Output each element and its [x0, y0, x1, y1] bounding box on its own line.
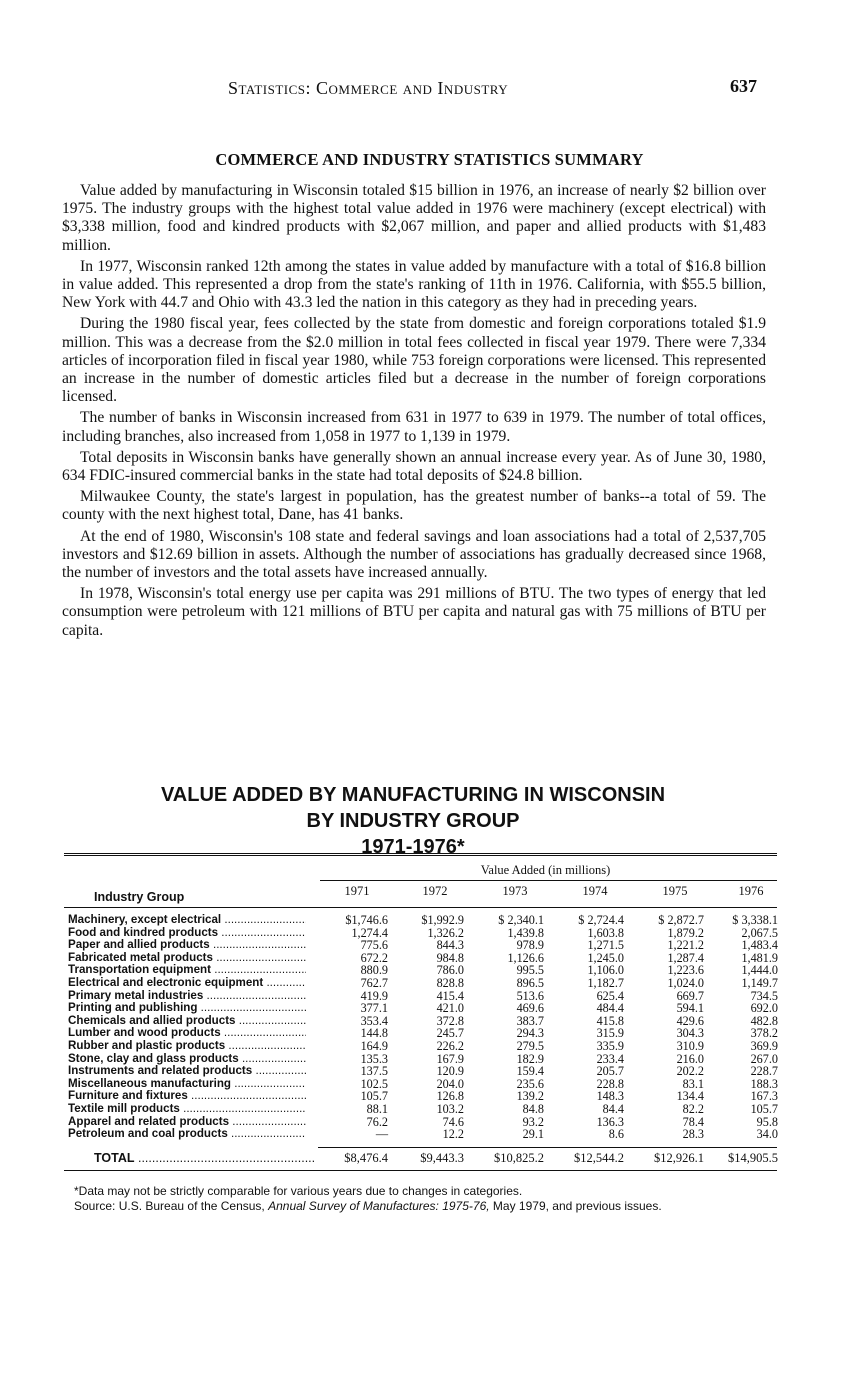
- table-row: [64, 1078, 777, 1091]
- table-cell: 228.8: [596, 1076, 624, 1091]
- summary-title: COMMERCE AND INDUSTRY STATISTICS SUMMARY: [215, 150, 644, 169]
- table-row: [64, 977, 777, 990]
- table-cell: 1,287.4: [667, 950, 704, 965]
- table-cell: 625.4: [596, 988, 624, 1003]
- table-cell: 880.9: [360, 963, 388, 978]
- year-header: 1973: [502, 884, 528, 898]
- table-cell: 415.8: [596, 1013, 624, 1028]
- table-cell: 844.3: [436, 938, 464, 953]
- table-row: [64, 1015, 777, 1028]
- row-label: Textile mill products .....: [68, 1103, 306, 1116]
- table-cell: 164.9: [360, 1038, 388, 1053]
- table-cell: 126.8: [436, 1089, 464, 1104]
- table-title-line: BY INDUSTRY GROUP: [306, 810, 520, 832]
- table-cell: 775.6: [360, 938, 388, 953]
- table-bottom-rule: [64, 1170, 777, 1171]
- table-cell: 421.0: [436, 1001, 464, 1016]
- table-cell: 378.2: [750, 1026, 778, 1041]
- table-cell: $ 2,872.7: [658, 913, 704, 927]
- table-cell: 1,106.0: [587, 963, 624, 978]
- total-row: [64, 1148, 777, 1170]
- table-row: [64, 914, 777, 927]
- table-cell: 188.3: [750, 1076, 778, 1091]
- header-rule: [320, 880, 777, 881]
- table-cell: 762.7: [360, 975, 388, 990]
- table-cell: 1,245.0: [587, 950, 624, 965]
- table-cell: 202.2: [676, 1064, 704, 1079]
- table-cell: 482.8: [750, 1013, 778, 1028]
- footnotes: [74, 1184, 774, 1214]
- table-cell: 95.8: [756, 1114, 778, 1129]
- table-cell: 235.6: [516, 1076, 544, 1091]
- table-cell: 93.2: [522, 1114, 544, 1129]
- table-cell: 8.6: [608, 1127, 624, 1142]
- table-cell: 383.7: [516, 1013, 544, 1028]
- table-cell: 1,126.6: [507, 950, 544, 965]
- paragraph: During the 1980 fiscal year, fees collected by the state from domestic and foreign corporations totaled $1.9 million. This was a decrease from the $2.0 million in total fees collected in fiscal year 1979. There were 7,334 articles of incorporation filed in fiscal year 1980, while 753 foreign corporations were licensed. This represented an increase in the number of domestic articles filed but a decrease in the number of foreign corporations licensed.: [62, 315, 766, 406]
- row-label: Furniture and fixtures .....: [68, 1090, 306, 1103]
- total-cell: $12,926.1: [654, 1150, 704, 1165]
- table-cell: 267.0: [750, 1051, 778, 1066]
- table-cell: $ 2,724.4: [578, 913, 624, 927]
- table-cell: 78.4: [682, 1114, 704, 1129]
- table-cell: —: [375, 1127, 388, 1142]
- table-cell: 304.3: [676, 1026, 704, 1041]
- table-body: [64, 908, 777, 1141]
- footnote-note: *Data may not be strictly comparable for various years due to changes in categories.: [74, 1184, 523, 1198]
- paragraph: In 1978, Wisconsin's total energy use per capita was 291 millions of BTU. The two types of energy that led consumption were petroleum with 121 millions of BTU per capita and natural gas with 75 millions of BTU per capita.: [62, 585, 766, 639]
- year-header: 1976: [738, 884, 764, 898]
- table-cell: 1,603.8: [587, 925, 624, 940]
- table-cell: 369.9: [750, 1038, 778, 1053]
- summary-body: [62, 182, 766, 643]
- table-cell: 167.9: [436, 1051, 464, 1066]
- table-header: [64, 856, 777, 906]
- total-cell: $12,544.2: [574, 1150, 624, 1165]
- table-cell: 734.5: [750, 988, 778, 1003]
- table-cell: 669.7: [676, 988, 704, 1003]
- table-row: [64, 1103, 777, 1116]
- table-row: [64, 1128, 777, 1141]
- total-label: TOTAL .....: [94, 1148, 314, 1168]
- table-cell: 1,444.0: [741, 963, 778, 978]
- table-cell: 28.3: [682, 1127, 704, 1142]
- value-added-table: [64, 853, 777, 1171]
- table-cell: 1,879.2: [667, 925, 704, 940]
- year-header: 1975: [662, 884, 688, 898]
- table-cell: 76.2: [366, 1114, 388, 1129]
- industry-group-header: Industry Group: [94, 890, 185, 904]
- table-cell: 995.5: [516, 963, 544, 978]
- table-cell: 2,067.5: [741, 925, 778, 940]
- table-cell: 377.1: [360, 1001, 388, 1016]
- source-title: Annual Survey of Manufactures: 1975-76,: [268, 1199, 490, 1213]
- paragraph: Value added by manufacturing in Wisconsin totaled $15 billion in 1976, an increase of nearly $2 billion over 1975. The industry groups with the highest total value added in 1976 were machinery (except electrical) with $3,338 million, food and kindred products with $2,067 million, and paper and allied products with $1,483 million.: [62, 182, 766, 254]
- table-cell: 182.9: [516, 1051, 544, 1066]
- table-cell: 335.9: [596, 1038, 624, 1053]
- table-cell: 310.9: [676, 1038, 704, 1053]
- table-title-line: VALUE ADDED BY MANUFACTURING IN WISCONSIN: [160, 784, 666, 806]
- row-label: Chemicals and allied products .....: [68, 1015, 306, 1028]
- table-cell: 134.4: [676, 1089, 704, 1104]
- year-header: 1971: [344, 884, 370, 898]
- table-cell: 233.4: [596, 1051, 624, 1066]
- table-cell: 88.1: [366, 1101, 388, 1116]
- table-cell: 139.2: [516, 1089, 544, 1104]
- page-number: 637: [730, 76, 757, 96]
- row-label: Electrical and electronic equipment .....: [68, 977, 306, 990]
- table-cell: 205.7: [596, 1064, 624, 1079]
- paragraph: At the end of 1980, Wisconsin's 108 state and federal savings and loan associations had a total of 2,537,705 investors and $12.69 billion in assets. Although the number of associations has gradually decreased since 1968, the number of investors and the total assets have increased annually.: [62, 527, 766, 582]
- table-cell: 513.6: [516, 988, 544, 1003]
- table-cell: 148.3: [596, 1089, 624, 1104]
- row-label: Miscellaneous manufacturing .....: [68, 1078, 306, 1091]
- table-cell: 294.3: [516, 1026, 544, 1041]
- table-cell: 984.8: [436, 950, 464, 965]
- paragraph: The number of banks in Wisconsin increased from 631 in 1977 to 639 in 1979. The number of total offices, including branches, also increased from 1,058 in 1977 to 1,139 in 1979.: [62, 409, 766, 445]
- table-title: [60, 782, 766, 860]
- table-cell: 12.2: [442, 1127, 464, 1142]
- table-cell: 1,024.0: [667, 975, 704, 990]
- table-cell: 159.4: [516, 1064, 544, 1079]
- table-cell: 1,182.7: [587, 975, 624, 990]
- table-cell: 144.8: [360, 1026, 388, 1041]
- running-head: Statistics: Commerce and Industry: [228, 78, 509, 98]
- table-cell: 136.3: [596, 1114, 624, 1129]
- table-row: [64, 1090, 777, 1103]
- table-cell: 1,221.2: [667, 938, 704, 953]
- row-label: Primary metal industries .....: [68, 990, 306, 1003]
- row-label: Printing and publishing .....: [68, 1002, 306, 1015]
- table-cell: 419.9: [360, 988, 388, 1003]
- table-cell: 978.9: [516, 938, 544, 953]
- table-cell: 429.6: [676, 1013, 704, 1028]
- table-cell: 692.0: [750, 1001, 778, 1016]
- total-cell: $8,476.4: [344, 1150, 388, 1165]
- table-cell: 83.1: [682, 1076, 704, 1091]
- table-cell: $ 2,340.1: [498, 913, 544, 927]
- table-cell: 245.7: [436, 1026, 464, 1041]
- source-suffix: May 1979, and previous issues.: [489, 1199, 662, 1213]
- table-cell: 594.1: [676, 1001, 704, 1016]
- table-cell: 167.3: [750, 1089, 778, 1104]
- table-cell: 353.4: [360, 1013, 388, 1028]
- row-label: Food and kindred products .....: [68, 927, 306, 940]
- value-added-label: Value Added (in millions): [480, 863, 611, 877]
- row-label: Transportation equipment .....: [68, 964, 306, 977]
- table-cell: 1,481.9: [741, 950, 778, 965]
- table-cell: 105.7: [360, 1089, 388, 1104]
- table-cell: 1,271.5: [587, 938, 624, 953]
- table-cell: 105.7: [750, 1101, 778, 1116]
- table-cell: 372.8: [436, 1013, 464, 1028]
- table-row: [64, 1116, 777, 1129]
- row-label: Paper and allied products .....: [68, 939, 306, 952]
- table-cell: 103.2: [436, 1101, 464, 1116]
- row-label: Lumber and wood products .....: [68, 1027, 306, 1040]
- table-row: [64, 939, 777, 952]
- table-row: [64, 1027, 777, 1040]
- table-cell: 226.2: [436, 1038, 464, 1053]
- table-cell: 29.1: [522, 1127, 544, 1142]
- table-cell: $ 3,338.1: [732, 913, 778, 927]
- table-cell: 1,274.4: [351, 925, 388, 940]
- table-cell: 34.0: [756, 1127, 778, 1142]
- table-cell: 74.6: [442, 1114, 464, 1129]
- table-cell: 672.2: [360, 950, 388, 965]
- paragraph: Milwaukee County, the state's largest in population, has the greatest number of banks--a total of 59. The county with the next highest total, Dane, has 41 banks.: [62, 488, 766, 524]
- row-label: Apparel and related products .....: [68, 1116, 306, 1129]
- table-cell: 137.5: [360, 1064, 388, 1079]
- table-cell: 828.8: [436, 975, 464, 990]
- footnote-source: [74, 1199, 774, 1214]
- table-cell: 84.4: [602, 1101, 624, 1116]
- table-cell: 415.4: [436, 988, 464, 1003]
- table-cell: 896.5: [516, 975, 544, 990]
- paragraph: Total deposits in Wisconsin banks have generally shown an annual increase every year. As of June 30, 1980, 634 FDIC-insured commercial banks in the state had total deposits of $24.8 billion.: [62, 448, 766, 485]
- row-label: Machinery, except electrical .....: [68, 914, 306, 927]
- table-cell: 216.0: [676, 1051, 704, 1066]
- row-label: Instruments and related products .....: [68, 1065, 306, 1078]
- table-cell: 484.4: [596, 1001, 624, 1016]
- row-label: Rubber and plastic products .....: [68, 1040, 306, 1053]
- row-label: Petroleum and coal products .....: [68, 1128, 306, 1141]
- row-label: Fabricated metal products .....: [68, 952, 306, 965]
- table-cell: 279.5: [516, 1038, 544, 1053]
- table-row: [64, 1053, 777, 1066]
- table-cell: 1,439.8: [507, 925, 544, 940]
- table-cell: 1,223.6: [667, 963, 704, 978]
- row-label: Stone, clay and glass products .....: [68, 1053, 306, 1066]
- table-cell: 469.6: [516, 1001, 544, 1016]
- table-cell: 204.0: [436, 1076, 464, 1091]
- table-cell: 315.9: [596, 1026, 624, 1041]
- table-cell: $1,746.6: [345, 913, 388, 927]
- total-cell: $14,905.5: [728, 1150, 778, 1165]
- table-cell: 786.0: [436, 963, 464, 978]
- table-cell: 228.7: [750, 1064, 778, 1079]
- total-cell: $10,825.2: [494, 1150, 544, 1165]
- table-row: [64, 990, 777, 1003]
- table-cell: 1,326.2: [427, 925, 464, 940]
- table-cell: 135.3: [360, 1051, 388, 1066]
- source-prefix: Source: U.S. Bureau of the Census,: [74, 1199, 269, 1213]
- table-cell: 82.2: [682, 1101, 704, 1116]
- table-cell: 84.8: [522, 1101, 544, 1116]
- table-row: [64, 1040, 777, 1053]
- table-cell: $1,992.9: [421, 913, 464, 927]
- table-title-line: 1971-1976*: [361, 836, 465, 858]
- table-cell: 120.9: [436, 1064, 464, 1079]
- year-header: 1974: [582, 884, 608, 898]
- table-row: [64, 1002, 777, 1015]
- table-cell: 102.5: [360, 1076, 388, 1091]
- table-cell: 1,483.4: [741, 938, 778, 953]
- paragraph: In 1977, Wisconsin ranked 12th among the states in value added by manufacture with a total of $16.8 billion in value added. This represented a drop from the state's ranking of 11th in 1976. California, with $55.5 billion, New York with 44.7 and Ohio with 43.3 led the nation in this category as they had in preceding years.: [62, 257, 766, 312]
- total-cell: $9,443.3: [420, 1150, 464, 1165]
- year-header: 1972: [422, 884, 448, 898]
- table-cell: 1,149.7: [741, 975, 778, 990]
- table-row: [64, 1065, 777, 1078]
